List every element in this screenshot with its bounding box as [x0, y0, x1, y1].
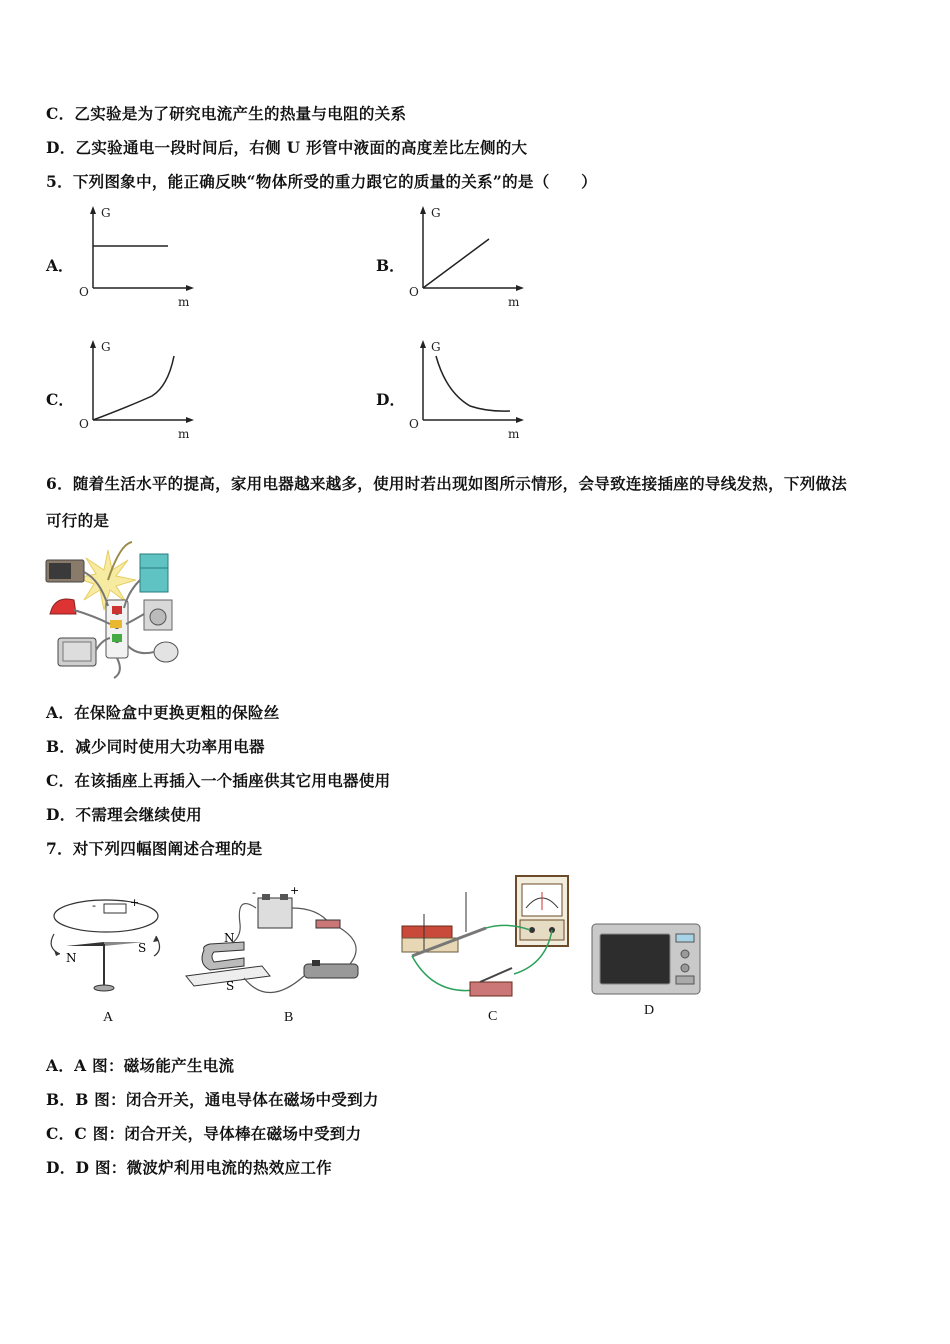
- axis-x-label: m: [508, 295, 520, 309]
- q5-stem: 5．下列图象中，能正确反映“物体所受的重力跟它的质量的关系”的是（ ）: [46, 172, 597, 191]
- q4-option-c: C．乙实验是为了研究电流产生的热量与电阻的关系: [46, 104, 407, 123]
- fig-b-minus: -: [252, 886, 256, 899]
- q5-option-a-label: A．: [46, 256, 74, 275]
- axis-x-label: m: [178, 427, 190, 441]
- overloaded-socket-illustration: [44, 540, 192, 680]
- q6-option-b: B．减少同时使用大功率用电器: [46, 737, 265, 756]
- q7-stem: 7．对下列四幅图阐述合理的是: [46, 839, 263, 858]
- q5-graph-a: [70, 200, 210, 310]
- axis-y-label: G: [101, 206, 111, 220]
- q5-graph-c: [70, 334, 210, 444]
- q7-figure-c-induction: [396, 870, 586, 1005]
- q5-option-c-label: C．: [46, 390, 74, 409]
- fig-b-n: N: [224, 931, 235, 945]
- q7-option-b: B．B 图：闭合开关，通电导体在磁场中受到力: [46, 1090, 379, 1109]
- q7-option-d: D．D 图：微波炉利用电流的热效应工作: [46, 1158, 332, 1177]
- q7-figure-d-microwave: [590, 920, 706, 998]
- axis-x-label: m: [508, 427, 520, 441]
- axis-origin-label: O: [79, 417, 89, 431]
- axis-origin-label: O: [409, 417, 419, 431]
- fig-b-plus: +: [290, 884, 300, 897]
- q7-figure-b-motor-principle: [180, 884, 370, 1004]
- q6-option-c: C．在该插座上再插入一个插座供其它用电器使用: [46, 771, 391, 790]
- q5-option-d-label: D．: [376, 390, 405, 409]
- graph-d-curve: [436, 356, 510, 411]
- axis-y-label: G: [101, 340, 111, 354]
- axis-origin-label: O: [79, 285, 89, 299]
- q5-option-b-label: B．: [376, 256, 405, 275]
- q7-figure-a-oersted: [44, 890, 174, 1000]
- q7-figure-a-label: A: [103, 1010, 114, 1025]
- q4-option-d: D．乙实验通电一段时间后，右侧 U 形管中液面的高度差比左侧的大: [46, 138, 528, 157]
- axis-x-label: m: [178, 295, 190, 309]
- q7-figure-d-label: D: [644, 1003, 655, 1018]
- q5-graph-b: [400, 200, 540, 310]
- q6-stem-line2: 可行的是: [46, 511, 110, 530]
- fig-a-n: N: [66, 951, 77, 965]
- axis-y-label: G: [431, 340, 441, 354]
- q7-option-a: A．A 图：磁场能产生电流: [46, 1056, 235, 1075]
- q6-stem-line1: 6．随着生活水平的提高，家用电器越来越多，使用时若出现如图所示情形，会导致连接插座的导线发热，下列做法: [46, 474, 848, 493]
- graph-c-curve: [93, 356, 174, 420]
- q7-figure-b-label: B: [284, 1010, 294, 1025]
- q7-figure-c-label: C: [488, 1009, 498, 1024]
- q6-option-a: A．在保险盒中更换更粗的保险丝: [46, 703, 280, 722]
- fig-b-s: S: [226, 979, 235, 993]
- fig-a-s: S: [138, 941, 147, 955]
- fig-a-minus: -: [92, 899, 96, 912]
- fig-a-plus: +: [130, 896, 140, 909]
- axis-y-label: G: [431, 206, 441, 220]
- q6-option-d: D．不需理会继续使用: [46, 805, 202, 824]
- q5-graph-d: [400, 334, 540, 444]
- axis-origin-label: O: [409, 285, 419, 299]
- q7-option-c: C．C 图：闭合开关，导体棒在磁场中受到力: [46, 1124, 362, 1143]
- graph-b-curve: [423, 239, 489, 288]
